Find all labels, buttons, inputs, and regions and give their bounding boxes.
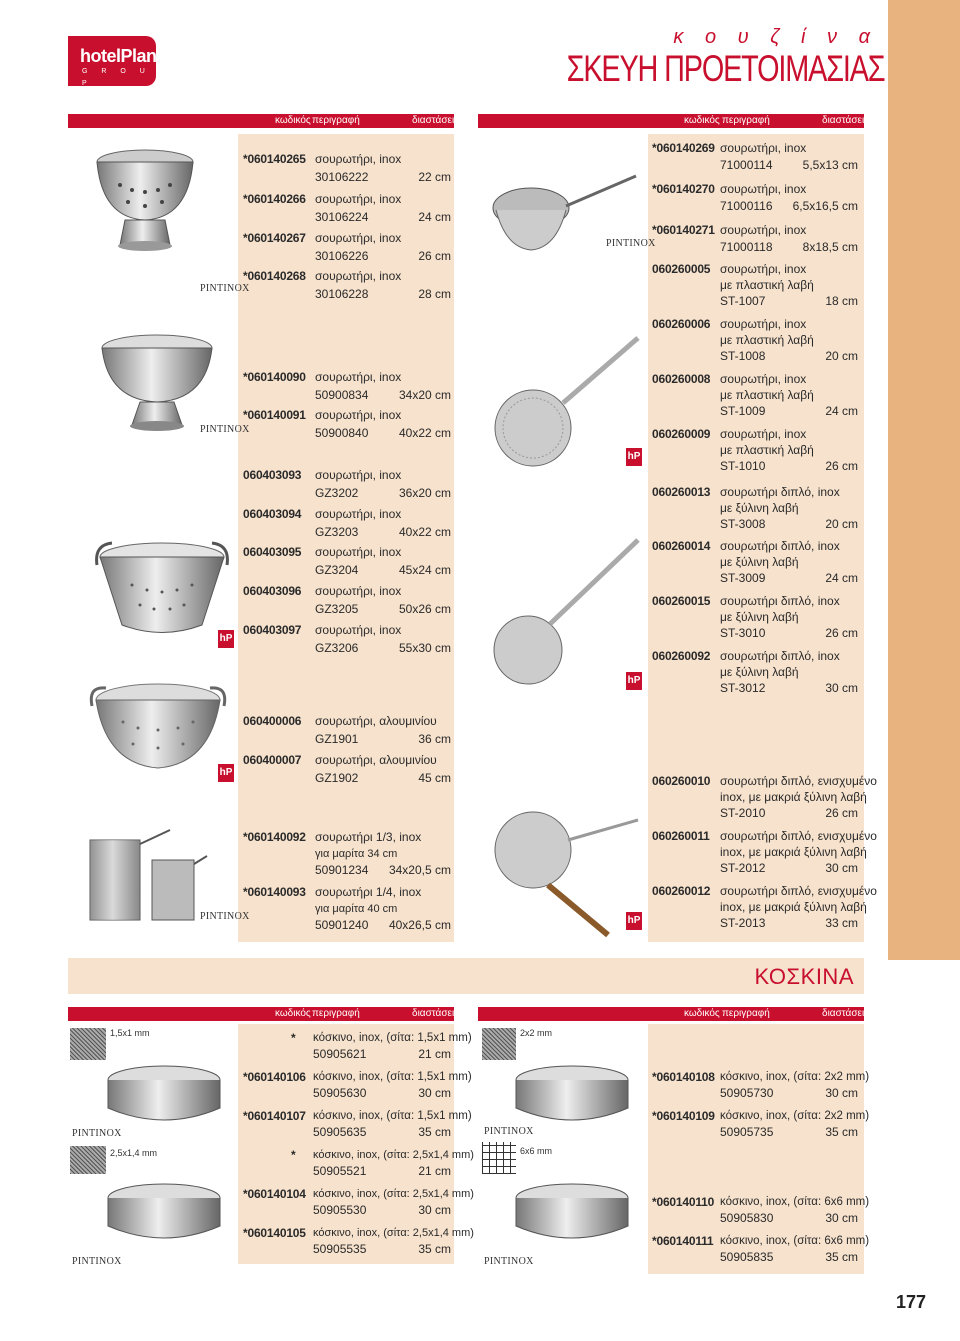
product-description: σουρωτήρι, inox <box>720 141 807 155</box>
product-description: σουρωτήρι διπλό, inox <box>720 539 840 553</box>
product-dimension: 8x18,5 cm <box>802 240 858 254</box>
product-dimension: 36x20 cm <box>398 486 451 500</box>
product-code: *060140107 <box>243 1109 306 1123</box>
product-code: *060140269 <box>652 141 715 155</box>
product-description: σουρωτήρι διπλό, inox <box>720 594 840 608</box>
product-code: 060260005 <box>652 262 711 276</box>
hp-logo: hP <box>218 630 234 648</box>
product-code: *060140110 <box>652 1195 715 1209</box>
product-dimension: 21 cm <box>418 1047 451 1061</box>
table-header-sieves-left <box>68 1007 460 1021</box>
product-ref: ST-2013 <box>720 916 766 930</box>
product-description: κόσκινο, inox, (σίτα: 1,5x1 mm) <box>313 1071 472 1083</box>
product-row <box>652 539 860 585</box>
product-description: σουρωτήρι, inox <box>315 231 402 245</box>
product-description-note: με ξύλινη λαβή <box>720 665 799 679</box>
page-number: 177 <box>895 1292 926 1312</box>
product-dimension: 26 cm <box>825 459 858 473</box>
product-row <box>243 1031 472 1061</box>
product-row <box>243 1148 474 1178</box>
product-row <box>652 1109 870 1139</box>
product-code: *060140105 <box>243 1226 306 1240</box>
product-ref: GZ1901 <box>315 732 359 746</box>
product-description: σουρωτήρι, inox <box>720 182 807 196</box>
double-strainer-image <box>488 520 648 700</box>
product-dimension: 24 cm <box>825 571 858 585</box>
product-description-note: inox, με μακριά ξύλινη λαβή <box>720 790 867 804</box>
product-description: κόσκινο, inox, (σίτα: 2x2 mm) <box>720 1071 870 1083</box>
product-row <box>243 885 453 931</box>
product-ref: 71000114 <box>720 158 773 172</box>
product-row <box>652 1234 870 1264</box>
product-code: *060140268 <box>243 269 306 283</box>
pintinox-logo: PINTINOX <box>606 238 656 249</box>
product-dimension: 21 cm <box>418 1164 451 1178</box>
product-row <box>243 545 453 575</box>
product-dimension: 35 cm <box>418 1242 451 1256</box>
product-row <box>652 262 860 308</box>
product-dimension: 26 cm <box>418 249 451 263</box>
product-dimension: 36 cm <box>418 732 451 746</box>
product-description: σουρωτήρι, inox <box>315 370 402 384</box>
product-ref: GZ3206 <box>315 641 359 655</box>
product-row <box>243 192 453 222</box>
col-description: περιγραφή <box>312 115 360 126</box>
col-code: κωδικός <box>275 115 311 126</box>
product-dimension: 6,5x16,5 cm <box>792 199 858 213</box>
product-code: 060260014 <box>652 539 711 553</box>
product-ref: 30106222 <box>315 170 369 184</box>
product-code: *060140266 <box>243 192 306 206</box>
product-description: σουρωτήρι, inox <box>720 317 807 331</box>
product-description: σουρωτήρι, inox <box>720 262 807 276</box>
product-dimension: 33 cm <box>825 916 858 930</box>
product-description: σουρωτήρι, inox <box>315 152 402 166</box>
product-dimension: 45 cm <box>418 771 451 785</box>
product-code: 060260013 <box>652 485 711 499</box>
product-description: σουρωτήρι, inox <box>315 192 402 206</box>
product-ref: 50905535 <box>313 1242 367 1256</box>
product-dimension: 5,5x13 cm <box>802 158 858 172</box>
product-row <box>243 231 453 261</box>
product-row <box>652 485 860 531</box>
product-row <box>652 829 877 875</box>
sieve-image <box>104 1062 224 1132</box>
product-code: 060260012 <box>652 884 711 898</box>
product-description: σουρωτήρι, αλουμινίου <box>315 714 437 728</box>
product-description: κόσκινο, inox, (σίτα: 2x2 mm) <box>720 1110 870 1122</box>
product-code: *060140265 <box>243 152 306 166</box>
product-ref: 50900840 <box>315 426 369 440</box>
product-ref: 50905730 <box>720 1086 774 1100</box>
product-code: 060403093 <box>243 468 302 482</box>
hp-logo: hP <box>218 764 234 782</box>
product-code: *060140108 <box>652 1070 715 1084</box>
product-row <box>243 370 453 400</box>
product-ref: ST-2012 <box>720 861 766 875</box>
product-code: * <box>291 1148 296 1162</box>
product-description-note: για μαρίτα 40 cm <box>315 903 398 915</box>
product-code: 060260092 <box>652 649 711 663</box>
side-strip <box>888 0 960 960</box>
product-description: κόσκινο, inox, (σίτα: 6x6 mm) <box>720 1235 870 1247</box>
product-code: 060260010 <box>652 774 711 788</box>
product-description: σουρωτήρι, inox <box>315 408 402 422</box>
mesh-size-label: 1,5x1 mm <box>110 1028 150 1038</box>
col-description: περιγραφή <box>722 115 770 126</box>
product-row <box>652 427 860 473</box>
product-ref: 71000118 <box>720 240 773 254</box>
product-description-note: με πλαστική λαβή <box>720 278 814 292</box>
mesh-swatch <box>70 1146 106 1174</box>
product-row <box>243 714 453 744</box>
product-dimension: 24 cm <box>418 210 451 224</box>
col-description: περιγραφή <box>312 1008 360 1019</box>
product-description: κόσκινο, inox, (σίτα: 1,5x1 mm) <box>313 1032 472 1044</box>
product-row <box>243 1070 472 1100</box>
product-dimension: 30 cm <box>825 1086 858 1100</box>
product-description: σουρωτήρι, inox <box>315 468 402 482</box>
product-dimension: 26 cm <box>825 626 858 640</box>
product-description-note: για μαρίτα 34 cm <box>315 848 398 860</box>
product-description: σουρωτήρι, inox <box>720 372 807 386</box>
product-ref: ST-3012 <box>720 681 766 695</box>
product-dimension: 35 cm <box>418 1125 451 1139</box>
pintinox-logo: PINTINOX <box>200 283 250 294</box>
product-dimension: 30 cm <box>418 1086 451 1100</box>
table-header-left <box>68 114 460 128</box>
product-dimension: 55x30 cm <box>398 641 451 655</box>
product-code: *060140104 <box>243 1187 306 1201</box>
product-code: *060140271 <box>652 223 715 237</box>
mesh-size-label: 6x6 mm <box>520 1146 553 1156</box>
product-description: κόσκινο, inox, (σίτα: 1,5x1 mm) <box>313 1110 472 1122</box>
product-code: *060140093 <box>243 885 306 899</box>
product-row <box>652 649 860 695</box>
product-dimension: 40x26,5 cm <box>388 918 451 932</box>
product-description: σουρωτήρι 1/3, inox <box>315 830 422 844</box>
product-dimension: 50x26 cm <box>398 602 451 616</box>
product-dimension: 24 cm <box>825 404 858 418</box>
product-ref: ST-1009 <box>720 404 766 418</box>
section-koskina <box>68 958 864 994</box>
product-ref: ST-1007 <box>720 294 766 308</box>
product-description: κόσκινο, inox, (σίτα: 2,5x1,4 mm) <box>313 1149 474 1161</box>
product-ref: 50901234 <box>315 863 369 877</box>
product-ref: 50905621 <box>313 1047 367 1061</box>
product-code: 060403094 <box>243 507 302 521</box>
product-description-note: με ξύλινη λαβή <box>720 501 799 515</box>
product-code: 060400007 <box>243 753 302 767</box>
product-description-note: με ξύλινη λαβή <box>720 610 799 624</box>
product-description: σουρωτήρι διπλό, inox <box>720 649 840 663</box>
product-ref: GZ3202 <box>315 486 359 500</box>
product-ref: 30106224 <box>315 210 369 224</box>
colander-handled-image <box>92 525 232 645</box>
product-row <box>652 884 877 930</box>
product-dimension: 40x22 cm <box>398 525 451 539</box>
product-panel-right <box>648 134 864 942</box>
product-ref: GZ3204 <box>315 563 359 577</box>
product-row <box>652 141 860 171</box>
mesh-swatch <box>70 1028 106 1060</box>
product-description-note: με ξύλινη λαβή <box>720 555 799 569</box>
product-dimension: 40x22 cm <box>398 426 451 440</box>
section-subtitle: κ ο υ ζ ί ν α <box>673 26 878 48</box>
product-dimension: 34x20 cm <box>398 388 451 402</box>
mesh-size-label: 2x2 mm <box>520 1028 553 1038</box>
product-ref: ST-1010 <box>720 459 766 473</box>
product-ref: ST-2010 <box>720 806 766 820</box>
colander-footed-image <box>90 140 200 260</box>
product-description: σουρωτήρι, inox <box>720 223 807 237</box>
product-code: *060140106 <box>243 1070 306 1084</box>
product-row <box>243 152 453 182</box>
product-row <box>652 223 860 253</box>
product-ref: 50905835 <box>720 1250 774 1264</box>
product-description: σουρωτήρι διπλό, ενισχυμένο <box>720 774 877 788</box>
product-description: σουρωτήρι, αλουμινίου <box>315 753 437 767</box>
product-code: 060400006 <box>243 714 302 728</box>
product-ref: 30106228 <box>315 287 369 301</box>
product-ref: GZ3205 <box>315 602 359 616</box>
brand-group: G R O U P <box>82 68 151 87</box>
product-dimension: 20 cm <box>825 517 858 531</box>
handled-strainer-image <box>488 318 648 478</box>
product-code: 060403095 <box>243 545 302 559</box>
product-description: σουρωτήρι, inox <box>720 427 807 441</box>
product-dimension: 26 cm <box>825 806 858 820</box>
hp-logo: hP <box>626 672 642 690</box>
product-ref: 50905635 <box>313 1125 367 1139</box>
mesh-swatch <box>482 1142 516 1174</box>
product-ref: ST-1008 <box>720 349 766 363</box>
product-ref: ST-3009 <box>720 571 766 585</box>
sieve-image <box>512 1180 632 1250</box>
brand-logo <box>68 36 156 86</box>
product-row <box>652 1195 870 1225</box>
product-description-note: με πλαστική λαβή <box>720 388 814 402</box>
table-header-right <box>478 114 870 128</box>
section-koskina-title: ΚΟΣΚΙΝΑ <box>754 964 854 989</box>
pintinox-logo: PINTINOX <box>72 1128 122 1139</box>
product-row <box>243 269 453 299</box>
product-description: σουρωτήρι 1/4, inox <box>315 885 422 899</box>
product-code: 060260008 <box>652 372 711 386</box>
product-description: σουρωτήρι, inox <box>315 584 402 598</box>
pintinox-logo: PINTINOX <box>72 1256 122 1267</box>
col-description: περιγραφή <box>722 1008 770 1019</box>
product-code: 060403096 <box>243 584 302 598</box>
product-ref: GZ1902 <box>315 771 359 785</box>
sieve-image <box>104 1180 224 1250</box>
pintinox-logo: PINTINOX <box>484 1256 534 1267</box>
product-description: σουρωτήρι, inox <box>315 545 402 559</box>
product-code: 060403097 <box>243 623 302 637</box>
pintinox-logo: PINTINOX <box>200 911 250 922</box>
product-row <box>243 408 453 438</box>
product-dimension: 30 cm <box>825 1211 858 1225</box>
product-row <box>652 1070 870 1100</box>
product-description: σουρωτήρι διπλό, ενισχυμένο <box>720 829 877 843</box>
product-code: *060140109 <box>652 1109 715 1123</box>
col-code: κωδικός <box>275 1008 311 1019</box>
product-description-note: με πλαστική λαβή <box>720 443 814 457</box>
product-row <box>243 830 453 876</box>
col-dimensions: διαστάσεις <box>412 1008 460 1019</box>
product-ref: 50901240 <box>315 918 369 932</box>
product-description-note: inox, με μακριά ξύλινη λαβή <box>720 900 867 914</box>
product-row <box>652 372 860 418</box>
product-code: *060140090 <box>243 370 306 384</box>
product-code: *060140111 <box>652 1234 714 1248</box>
product-row <box>652 182 860 212</box>
product-dimension: 35 cm <box>825 1125 858 1139</box>
product-row <box>243 1187 474 1217</box>
product-row <box>652 317 860 363</box>
product-ref: 50905735 <box>720 1125 774 1139</box>
product-ref: 30106226 <box>315 249 369 263</box>
product-row <box>243 753 453 783</box>
product-dimension: 30 cm <box>418 1203 451 1217</box>
product-code: *060140092 <box>243 830 306 844</box>
product-dimension: 22 cm <box>418 170 451 184</box>
product-row <box>243 1226 474 1256</box>
product-row <box>652 594 860 640</box>
product-code: 060260009 <box>652 427 711 441</box>
product-ref: 50905530 <box>313 1203 367 1217</box>
hp-logo: hP <box>626 448 642 466</box>
col-code: κωδικός <box>684 1008 720 1019</box>
product-description: κόσκινο, inox, (σίτα: 6x6 mm) <box>720 1196 870 1208</box>
product-ref: 50900834 <box>315 388 369 402</box>
product-dimension: 20 cm <box>825 349 858 363</box>
col-dimensions: διαστάσεις <box>412 115 460 126</box>
pintinox-logo: PINTINOX <box>484 1126 534 1137</box>
product-description: κόσκινο, inox, (σίτα: 2,5x1,4 mm) <box>313 1188 474 1200</box>
product-code: 060260006 <box>652 317 711 331</box>
col-code: κωδικός <box>684 115 720 126</box>
product-description: σουρωτήρι διπλό, inox <box>720 485 840 499</box>
product-ref: 50905521 <box>313 1164 367 1178</box>
product-ref: ST-3010 <box>720 626 766 640</box>
product-ref: 50905630 <box>313 1086 367 1100</box>
product-dimension: 35 cm <box>825 1250 858 1264</box>
product-dimension: 45x24 cm <box>398 563 451 577</box>
product-dimension: 18 cm <box>825 294 858 308</box>
col-dimensions: διαστάσεις <box>822 115 870 126</box>
product-code: *060140091 <box>243 408 306 422</box>
product-ref: 50905830 <box>720 1211 774 1225</box>
col-dimensions: διαστάσεις <box>822 1008 870 1019</box>
product-description: σουρωτήρι διπλό, ενισχυμένο <box>720 884 877 898</box>
product-row <box>243 584 453 614</box>
product-description: κόσκινο, inox, (σίτα: 2,5x1,4 mm) <box>313 1227 474 1239</box>
product-row <box>243 623 453 653</box>
hp-logo: hP <box>626 912 642 930</box>
product-description: σουρωτήρι, inox <box>315 269 402 283</box>
product-dimension: 30 cm <box>825 681 858 695</box>
product-ref: ST-3008 <box>720 517 766 531</box>
product-ref: GZ3203 <box>315 525 359 539</box>
square-strainer-image <box>82 820 212 930</box>
product-code: *060140270 <box>652 182 715 196</box>
product-dimension: 34x20,5 cm <box>388 863 451 877</box>
mesh-size-label: 2,5x1,4 mm <box>110 1148 158 1158</box>
product-row <box>652 774 877 820</box>
product-dimension: 28 cm <box>418 287 451 301</box>
colander-aluminium-image <box>88 672 228 782</box>
product-row <box>243 468 453 498</box>
product-dimension: 30 cm <box>825 861 858 875</box>
page-title: ΣΚΕΥΗ ΠΡΟΕΤΟΙΜΑΣΙΑΣ <box>566 48 884 89</box>
product-row <box>243 1109 472 1139</box>
pintinox-logo: PINTINOX <box>200 424 250 435</box>
product-code: 060260015 <box>652 594 711 608</box>
product-code: 060260011 <box>652 829 710 843</box>
product-description-note: inox, με μακριά ξύλινη λαβή <box>720 845 867 859</box>
product-description-note: με πλαστική λαβή <box>720 333 814 347</box>
sieve-image <box>512 1062 632 1132</box>
product-description: σουρωτήρι, inox <box>315 507 402 521</box>
brand-name: hotelPlan <box>80 46 157 66</box>
mesh-swatch <box>482 1028 516 1060</box>
product-code: *060140267 <box>243 231 306 245</box>
product-ref: 71000116 <box>720 199 773 213</box>
product-code: * <box>291 1031 296 1045</box>
table-header-sieves-right <box>478 1007 870 1021</box>
product-row <box>243 507 453 537</box>
long-handle-strainer-image <box>488 760 648 940</box>
product-description: σουρωτήρι, inox <box>315 623 402 637</box>
